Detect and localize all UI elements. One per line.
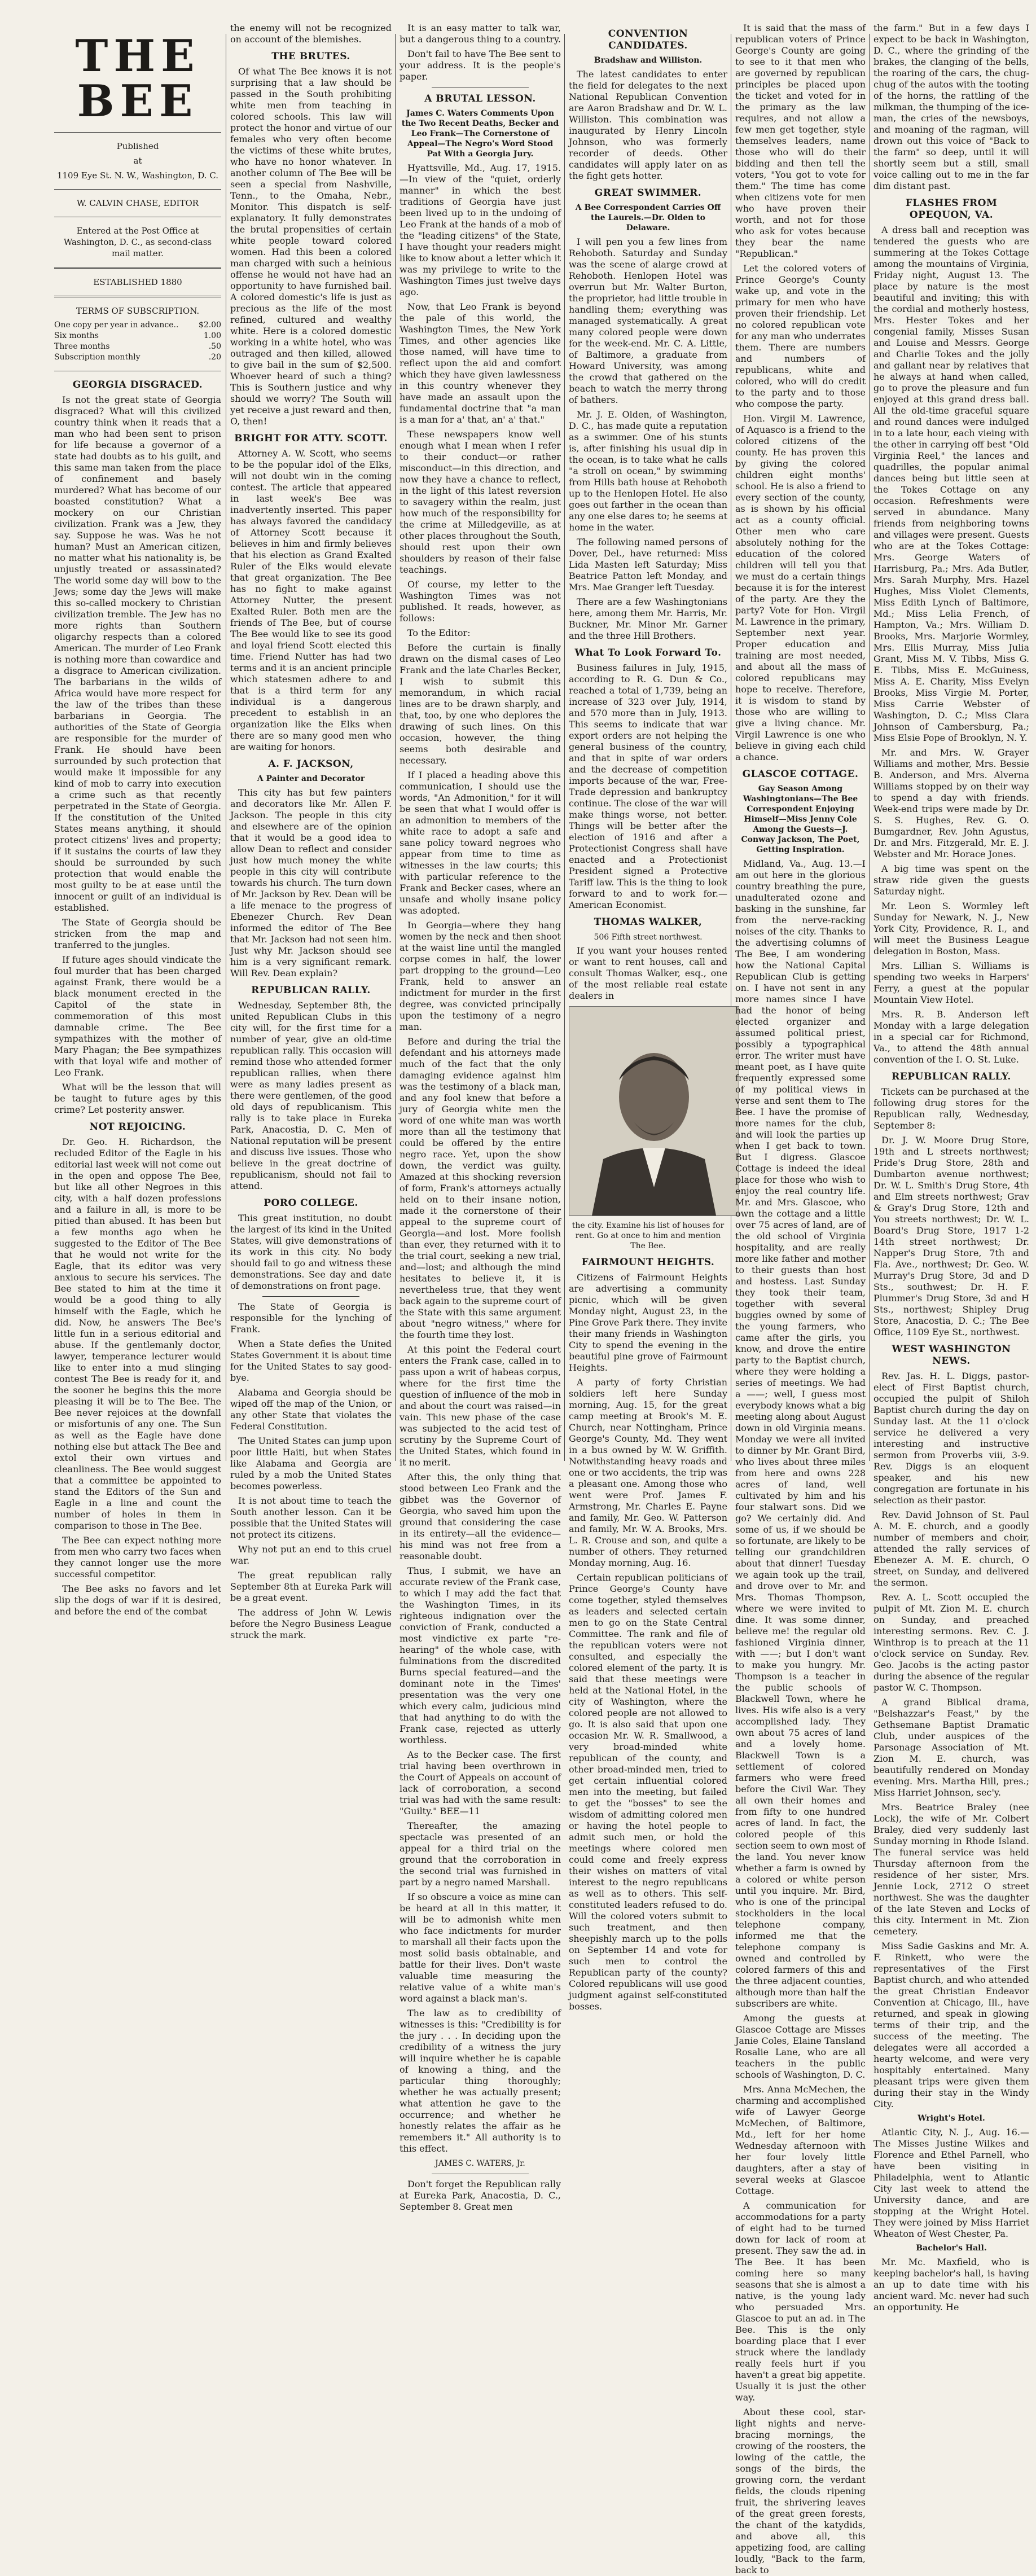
short-item: The State of Georgia is responsible for the lynching of Frank. — [230, 1301, 392, 1335]
article-subheading: Gay Season Among Washingtonians—The Bee Correspondent Enjoying Himself—Miss Jenny Cole Among the Guests—J. Conway Jackson, The Poet, Getting Inspiration. — [741, 784, 860, 854]
column-rule — [395, 34, 396, 1461]
article-paragraph: The law as to credibility of witnesses is this: "Credibility is for the jury . . . In deciding upon the credibility of a witness the jury will inquire whether he is capable of knowing a thing, and the particular thing thoroughly; whether he was actually present; what attention he gave to the occurrence; and whether he honestly relates the affair as he remembers it." All authority is to this effect. — [400, 2008, 561, 2154]
article-paragraph: Let the colored voters of Prince George's County wake up, and vote in the primary for men who have proven their friendship. Let no colored republican vote for any man who underrates them. There are numbers and numbers of republicans, white and colored, who will do credit to the party and to those who compose the party. — [735, 263, 866, 409]
article-subheading: James C. Waters Comments Upon the Two Recent Deaths, Becker and Leo Frank—The Cornerstone of Appeal—The Negro's Word Stood Pat With a Georgia Jury. — [401, 109, 559, 159]
article-heading: FAIRMOUNT HEIGHTS. — [581, 1257, 715, 1268]
masthead-title: THE BEE — [75, 30, 200, 127]
article-paragraph: A big time was spent on the straw ride given the guests Saturday night. — [873, 863, 1029, 897]
article-paragraph: Rev. A. L. Scott occupied the pulpit of Mt. Zion M. E. church on Sunday, and preached interesting sermons. Rev. C. J. Winthrop is to preach at the 11 o'clock service on Sunday. Rev. Geo. Jacobs is the acting pastor during the absence of the regular pastor W. C. Thompson. — [873, 1592, 1029, 1693]
rate-label: Three months — [54, 342, 110, 351]
column-6 — [873, 23, 1029, 2312]
article-paragraph: The Bee asks no favors and let slip the dogs of war if it is desired, and before the end of the combat — [54, 1583, 221, 1617]
rate-row — [54, 320, 221, 331]
article-heading: FLASHES FROM OPEQUON, VA. — [905, 198, 998, 221]
article-paragraph: Rev. Jas. H. L. Diggs, pastor-elect of First Baptist church, occupied the pulpit of Shiloh Baptist church during the day on Sunday last. At the 11 o'clock service he delivered a very interesting and instructive sermon from Proverbs viii, 3-9. Rev. Diggs is an eloquent speaker, and his new congregation are fortunate in his selection as their pastor. — [873, 1371, 1029, 1506]
article-heading: GREAT SWIMMER. — [594, 187, 702, 199]
subscription-rates — [54, 320, 221, 363]
short-item: It is not about time to teach the South another lesson. Can it be possible that the United States will not protect its citizens. — [230, 1495, 392, 1540]
divider — [54, 132, 221, 133]
divider — [54, 267, 221, 269]
article-paragraph: Rev. David Johnson of St. Paul A. M. E. church, and a goodly number of members and choir, attended the rally services of Ebenezer A. M. E. church, O street, on Sunday, and delivered the sermon. — [873, 1509, 1029, 1588]
article-heading: THE BRUTES. — [271, 51, 350, 62]
article-heading: GEORGIA DISGRACED. — [72, 379, 203, 390]
article-paragraph: It is said that the mass of republican voters of Prince George's County are going to see to it that men who are governed by republican principles be placed upon the ticket and voted for in the primary as the law requires, and not allow a few men get together, style themselves leaders, name those who will do their bidding and then tell the voters, "You got to vote for them." The time has come when citizens vote for men who have proven their worth, and not for those who ask for votes because they bear the name "Republican." — [735, 23, 866, 259]
office-address: 1109 Eye St. N. W., Washington, D. C. — [56, 170, 219, 181]
rate-price: 1.00 — [203, 331, 221, 340]
ad-paragraph: If you want your houses rented or want to rent houses, call and consult Thomas Walker, esq., one of the most reliable real estate dealers in — [569, 945, 727, 1001]
divider — [54, 189, 221, 190]
short-item: The United States can jump upon poor little Haiti, but when States like Alabama and Georgia are ruled by a mob the United States becomes powerless. — [230, 1436, 392, 1491]
article-paragraph: Wednesday, September 8th, the united Republican Clubs in this city will, for the first time for a number of year, give an old-time republican rally. This occasion will remind those who attended former republican rallies, when there were as many ladies present as there were gentlemen, of the good old days of republicanism. This rally is to take place in Eureka Park, Anacostia, D. C. Men of National reputation will be present and discuss live issues. Those who believe in the great doctrine of republicanism, should not fail to attend. — [230, 1000, 392, 1191]
column-rule — [869, 34, 870, 1461]
article-subheading: Bradshaw and Williston. — [594, 56, 703, 65]
portrait-photo — [569, 1006, 739, 1216]
article-paragraph: Mr. and Mrs. W. Grayer Williams and mother, Mrs. Bessie B. Anderson, and Mrs. Alverna Williams stopped by on their way to spend a day with friends. Week-end trips were made by Dr. S. S. Hughes, Rev. G. O. Bumgardner, Rev. John Agustus, Dr. and Mrs. Fitzgerald, Mr. E. J. Webster and Mr. Horace Jones. — [873, 747, 1029, 859]
entered-notice: Entered at the Post Office at Washington, D. C., as second-class mail matter. — [63, 226, 212, 258]
article-heading: NOT REJOICING. — [89, 1121, 186, 1133]
column-1 — [54, 23, 221, 1617]
article-paragraph: Attorney A. W. Scott, who seems to be the popular idol of the Elks, will not doubt win in the coming contest. The article that appeared in last week's Bee was inadvertently inserted. This paper has always favored the candidacy of Attorney Scott because it believes in him and firmly believes that his election as Grand Exalted Ruler of the Elks would elevate that great organization. The Bee has no fight to make against Attorney Nutter, the present Exalted Ruler. Both men are the friends of The Bee, but of course The Bee would like to see its good and loyal friend Scott elected this time. Friend Nutter has had two terms and it is an ancient principle which statesmen adhere to and that is a third term for any individual is a dangerous precedent to establish in an organization like the Elks when there are so many good men who are waiting for honors. — [230, 448, 392, 752]
article-paragraph: There are a few Washingtonians here, among them Mr. Harris, Mr. Buckner, Mr. Minor Mr. Garner and the three Hill Brothers. — [569, 596, 727, 641]
rate-label: Six months — [54, 331, 99, 340]
editor-name: W. CALVIN CHASE, EDITOR — [76, 198, 199, 208]
article-paragraph: Now, that Leo Frank is beyond the pale of this world, the Washington Times, the New York Times, and other agencies like those named, will have time to reflect upon the aid and comfort which they have given lawlessness in this country whenever they have made an assault upon the fundamental doctrine that "a man is a man for a' that, an' a' that." — [400, 301, 561, 425]
article-paragraph: The following named persons of Dover, Del., have returned: Miss Lida Masten left Saturday; Miss Beatrice Patton left Monday, and Mrs. Mae Granger left Tuesday. — [569, 537, 727, 593]
column-rule — [564, 34, 565, 1461]
article-paragraph: A dress ball and reception was tendered the guests who are summering at the Tokes Cottage among the mountains of Virginia, Friday night, August 13. The place by nature is the most beautiful and inviting; this with the cordial and motherly hostess, Mrs. Hester Tokes and her congenial family, Misses Susan and Louise and Messrs. George and Charlie Tokes and the jolly and gallant near by relatives that he always at hand when called, go to prove the pleasure and fun enjoyed at this grand dress ball. All the old-time graceful square and round dances were indulged in to a late hour, each vieing with the other in carrying off best "Old Virginia Reel," the lances and quadrilles, the popular animal dances being but little seen at the Tokes Cottage on any occasion. Refreshments were served in abundance. Many friends from neighboring towns and villages were present. Guests who are at the Tokes Cottage: Mrs. George Waters of Harrisburg, Pa.; Mrs. Ada Butler, Mrs. Sarah Murphy, Mrs. Hazel Hughes, Miss Violet Clements, Miss Edith Lynch of Baltimore, Md.; Miss Lelia French, of Hampton, Va.; Mrs. William D. Brooks, Mrs. Marjorie Wormley, Mrs. Ellis Murray, Miss Julia Grant, Miss M. V. Tibbs, Miss G. E. Tibbs, Miss E. McGuiness, Miss A. E. Charity, Miss Evelyn Brooks, Miss Virgie M. Porter, Miss Carrie Webster of Washington, D. C.; Miss Clara Johnson of Cambersburg, Pa.; Miss Elsie Pope of Brooklyn, N. Y. — [873, 225, 1029, 743]
article-paragraph: If future ages should vindicate the foul murder that has been charged against Frank, there would be a black monument erected in the Capitol of the state in commemoration of this most damnable crime. The Bee sympathizes with the mother of Mary Phagan; the Bee sympathizes with that loyal wife and mother of Leo Frank. — [54, 954, 221, 1078]
article-heading: REPUBLICAN RALLY. — [251, 985, 371, 996]
rate-price: .50 — [208, 342, 221, 351]
at-label: at — [133, 156, 142, 166]
article-paragraph: This city has but few painters and decorators like Mr. Allen F. Jackson. The people in this city and elsewhere are of the opinion that it would be a good idea to allow Dean to reflect and consider just how much money the white people in this city will contribute towards his church. The turn down of Mr. Jackson by Rev. Dean will be a life menace to the progress of Ebenezer Church. Rev Dean informed the editor of The Bee that Mr. Jackson had not seen him. Just why Mr. Jackson should see him is a very significant remark. Will Rev. Dean explain? — [230, 787, 392, 978]
rate-price: .20 — [208, 353, 221, 362]
article-paragraph: What will be the lesson that will be taught to future ages by this crime? Let posterity answer. — [54, 1082, 221, 1115]
article-paragraph: Mr. Mc. Maxfield, who is keeping bachelor's hall, is having an up to date time with his ancient ward. Mc. never had such an opportunity. He — [873, 2257, 1029, 2312]
column-5 — [735, 23, 866, 2575]
rate-label: One copy per year in advance.. — [54, 321, 179, 330]
article-paragraph: Mr. J. E. Olden, of Washington, D. C., has made quite a reputation as a swimmer. One of his stunts is, after finishing his usual dip in the ocean, is to take what he calls "a stroll on ocean," by swimming from Hills bath house at Rehoboth up to the Henlopen Hotel. He also goes out farther in the ocean than any one else dares to; he seems at home in the water. — [569, 409, 727, 533]
divider — [54, 296, 221, 297]
article-heading: Wright's Hotel. — [918, 2114, 985, 2123]
article-paragraph: About these cool, star-light nights and nerve-bracing mornings, the crowing of the roosters, the lowing of the cattle, the songs of the birds, the growing corn, the verdant fields, the clouds ripening fruit, the shrivering leaves of the great green forests, the chant of the katydids, and above all, this appetizing food, are calling loudly, "Back to the farm, back to — [735, 2407, 866, 2575]
article-paragraph: Atlantic City, N. J., Aug. 16.—The Misses Justine Wilkes and Florence and Ethel Parnell, who have been visiting in Philadelphia, went to Atlantic City last week to attend the University dance, and are stopping at the Wright Hotel. They were joined by Miss Harriet Wheaton of West Chester, Pa. — [873, 2127, 1029, 2239]
short-item: Don't forget the Republican rally at Eureka Park, Anacostia, D. C., September 8. Great men — [400, 2179, 561, 2212]
article-paragraph: Dr. Geo. H. Richardson, the recluded Editor of the Eagle in his editorial last week will not come out in the open and oppose The Bee, but like all other Negroes in this city, with a half dozen professions and a failure in all, is more to be pitied than abused. It has been but a few months ago when he suggested to the Editor of The Bee that he would not write for the Eagle, that its editor was very anxious to secure his services. The Bee stated to him at the time it would be a good thing to ally himself with the Eagle, which he did. Now, he answers The Bee's little fun in a serious editorial and abuse. If the gentlemanly doctor, lawyer, temperance lecturer would like to enter into a mud slinging contest The Bee is ready for it, and the sooner he begins this the more pleasing it will be to The Bee. The Bee never rejoices at the downfall or misfortunis of any one. The Sun as well as the Eagle have done nothing else but attack The Bee and extol their own virtues and cleanliness. The Bee would suggest that a committee be appointed to stand the Editors of the Sun and Eagle in a line and count the number of holes in them in comparison to those in The Bee. — [54, 1136, 221, 1531]
article-paragraph: As to the Becker case. The first trial having been overthrown in the Court of Appeals on account of lack of corroboration, a second trial was had with the same result: "Guilty." BEE—11 — [400, 1749, 561, 1816]
article-paragraph: Tickets can be purchased at the following drug stores for the Republican rally, Wednesday, September 8: — [873, 1086, 1029, 1131]
article-paragraph: Hon. Virgil M. Lawrence, of Aquasco is a friend to the colored citizens of the county. He has proven this by giving the colored children eight months' school. He is also a friend to every section of the county, as is shown by his official act as a county official. Other men who care absolutely nothing for the education of the colored children will tell you that we must do a certain things because it is for the interest of the party. Are they the party? Vote for Hon. Virgil M. Lawrence in the primary, September next year. Proper education and training are most needed, and about all the mass of colored republicans may hope to receive. Therefore, it is wisdom to stand by those who are willing to give a living chance. Mr. Virgil Lawrence is one who believe in giving each child a chance. — [735, 413, 866, 762]
short-item: Why not put an end to this cruel war. — [230, 1544, 392, 1566]
article-paragraph: A communication for accommodations for a party of eight had to be turned down for lack of room at present. They saw the ad. in The Bee. It has been coming here so many seasons that she is almost a native, is the young lady who persuaded Mrs. Glascoe to put an ad. in The Bee. This is the only boarding place that I ever struck where the landlady really feels hurt if you haven't a great big appetite. Usually it is just the other way. — [735, 2200, 866, 2403]
rate-row — [54, 352, 221, 363]
article-paragraph: The Bee can expect nothing more from men who carry two faces when they cannot longer use the more successful competitor. — [54, 1535, 221, 1579]
article-paragraph: After this, the only thing that stood between Leo Frank and the gibbet was the Governor of Georgia, who saved him upon the ground that considering the case in its entirety—all the evidence—his mind was not free from a reasonable doubt. — [400, 1472, 561, 1561]
article-subheading: A Painter and Decorator — [257, 774, 365, 783]
article-paragraph: Midland, Va., Aug. 13.—I am out here in the glorious country breathing the pure, unadulterated ozone and basking in the sunshine, far from the nerve-racking noises of the city. Thanks to the advertising columns of The Bee, I am wondering how the National Capital Republican Club is getting on. I have not sent in any more names since I have had the honor of being elected organizer and assumed political priest, possibly a typographical error. The writer must have meant poet, as I have quite frequently expressed some of my political views in verse and sent them to The Bee. I have the promise of more names for the club, and will look the parties up when I get back to town. But I digress. Glascoe Cottage is indeed the ideal place for those who wish to enjoy the real country life. Mr. and Mrs. Glascoe, who own the cottage and a little over 75 acres of land, are of the old school of Virginia hospitality, and are really more like father and mother to their guests than host and hostess. Last Sunday they took their team, together with several buggies owned by some of the young farmers, who came after the girls, you know, and drove the entire party to the Baptist church, where they were holding a series of meetings. We had a ——; well, I guess most everybody knows what a big meeting along about August down in old Virginia means. Monday we were all invited to dinner by Mr. Grant Bird, who lives about three miles from here and owns 228 acres of land, well cultivated by him and his four stalwart sons. Did we go? We certainly did. And some of us, if we should be so fortunate, are likely to be telling our grandchildren about that dinner! Tuesday we again took up the trail, and drove over to Mr. and Mrs. Thomas Thompson, where we were invited to dine. It was some dinner, believe me! the regular old fashioned Virginia dinner, with ——; but I don't want to make you hungry. Mr. Thompson is a teacher in the public schools of Blackwell Town, where he lives. His wife also is a very accomplished lady. They own about 75 acres of land and a lovely home. Blackwell Town is a settlement of colored farmers who were freed before the Civil War. They all own their homes and from fifty to one hundred acres of land. In fact, the colored people of this section seem to own most of the land. You never know whether a farm is owned by a colored or white person until you inquire. Mr. Bird, who is one of the principal stockholders in the local telephone company, informed me that the telephone company is owned and controlled by colored farmers of this and the three adjacent counties, although more than half the subscribers are white. — [735, 858, 866, 2009]
article-heading: CONVENTION CANDIDATES. — [608, 28, 688, 51]
divider — [262, 1296, 359, 1297]
article-paragraph: In Georgia—where they hang women by the neck and then shoot at the waist line until the mangled corpse comes in half, the lower part dropping to the ground—Leo Frank, held to answer an indictment for murder in the first degree, was convicted principally upon the testimony of a negro man. — [400, 920, 561, 1032]
article-paragraph: Mrs. Beatrice Braley (nee Lock), the wife of Mr. Colbert Braley, died very suddenly last Sunday morning in Rhode Island. The funeral service was held Thursday afternoon from the residence of her sister, Mrs. Jennie Lock, 2712 O street northwest. She was the daughter of the late Steven and Locks of this city. Interment in Mt. Zion cemetery. — [873, 1802, 1029, 1937]
ad-heading: THOMAS WALKER, — [594, 916, 703, 928]
article-paragraph: I will pen you a few lines from Rehoboth. Saturday and Sunday was the scene of alarge crowd at Rehoboth. Henlopen Hotel was overrun but Mr. Walter Burton, the proprietor, had little trouble in handling them; everything was managed systematically. A great many colored people were down for the week-end. Mr. C. A. Little, of Baltimore, a graduate from Howard University, was among the crowd that gathered on the beach to watch the merry throng of bathers. — [569, 236, 727, 405]
article-heading: A. F. JACKSON, — [268, 758, 354, 770]
article-heading: REPUBLICAN RALLY. — [892, 1071, 1011, 1082]
rate-row — [54, 341, 221, 352]
short-item: The address of John W. Lewis before the Negro Business League struck the mark. — [230, 1607, 392, 1640]
subscription-terms-title: TERMS OF SUBSCRIPTION. — [76, 306, 200, 316]
article-paragraph: Certain republican politicians of Prince George's County have come together, styled themselves as leaders and selected certain men to go on the State Central Committee. The rank and file of the republican voters were not consulted, and especially the colored element of the party. It is said that these meetings were held at the National Hotel, in the city of Washington, where the colored people are not allowed to go. It is also said that upon one occasion Mr. W. R. Smallwood, a very broad-minded white republican of the county, and other broad-minded men, tried to get certain influential colored men into the meeting, but failed to get the "bosses" to see the wisdom of admitting colored men or having the hotel people to admit such men, or hold the meetings where colored men could come and freely express their wishes on matters of vital interest to the negro republicans as well as to others. This self-constituted leaders refused to do. Will the colored voters submit to such treatment, and then sheepishly march up to the polls on September 14 and vote for such men to control the Republican party of the county? Colored republicans will use good judgment against self-constituted bosses. — [569, 1572, 727, 2012]
article-paragraph: Thus, I submit, we have an accurate review of the Frank case, to which I may add the fact that the Washington Times, in its righteous indignation over the conviction of Frank, conducted a most vindictive ex parte "re-hearing" of the whole case, with fulminations from the discredited Burns special featured—and the dominant note in the Times' presentation was the very one which every calm, judicious mind that had anything to do with the Frank case, rejected as utterly worthless. — [400, 1565, 561, 1745]
article-paragraph: If I placed a heading above this communication, I should use the words, "An Admonition," for it will be seen that what I would offer is an admonition to members of the white race to adopt a safe and sane policy toward negroes who appear from time to time as witnesses in the law courts; this with particular reference to the Frank and Becker cases, where an unsafe and wholly insane policy was adopted. — [400, 770, 561, 916]
short-item: The great republican rally September 8th at Eureka Park will be a great event. — [230, 1570, 392, 1603]
article-paragraph: Miss Sadie Gaskins and Mr. A. F. Rinkett, who were the representatives of the First Baptist church, and who attended the great Christian Endeavor Convention at Chicago, Ill., have returned, and speak in glowing terms of their trip, and the success of the meeting. The delegates were all accorded a hearty welcome, and were very hospitably entertained. Many pleasant trips were given them during their stay in the Windy City. — [873, 1941, 1029, 2109]
short-item: Alabama and Georgia should be wiped off the map of the Union, or any other State that violates the Federal Constitution. — [230, 1387, 392, 1432]
article-paragraph: Mrs. Lillian S. Williams is spending two weeks in Harpers' Ferry, a guest at the popular Mountain View Hotel. — [873, 960, 1029, 1005]
article-paragraph: A grand Biblical drama, "Belshazzar's Feast," by the Gethsemane Baptist Dramatic Club, under auspices of the Parsonage Association of Mt. Zion M. E. church, was beautifully rendered on Monday evening. Mrs. Martha Hill, pres.; Miss Harriet Johnson, sec'y. — [873, 1697, 1029, 1798]
article-paragraph: Business failures in July, 1915, according to R. G. Dun & Co., reached a total of 1,739, being an increase of 323 over July, 1914, and 570 more than in July, 1913. This seems to indicate that war export orders are not helping the general business of the country, and that in spite of war orders and the decrease of competition imports because of the war, Free-Trade depression and bankruptcy continue. The close of the war will make things worse, not better. Things will be better after the election of 1916 and after a Protectionist Congress shall have enacted and a Protectionist President signed a Protective Tariff law. This is the thing to look forward to and to work for.—American Economist. — [569, 662, 727, 910]
article-heading: A BRUTAL LESSON. — [424, 93, 536, 104]
column-3 — [400, 23, 561, 2212]
article-paragraph: the farm." But in a few days I expect to be back in Washington, D. C., where the grinding of the brakes, the clanging of the bells, the roaring of the cars, the chug-chug of the autos with the tooting of the horns, the rattling of the milkman, the thumping of the ice-man, the cries of the newsboys, and moaning of the ragman, will drown out this voice of "Back to the farm" so deep, until it will shortly seem but a still, small voice calling out to me in the far dim distant past. — [873, 23, 1029, 191]
article-heading: WEST WASHINGTON NEWS. — [892, 1344, 1011, 1367]
article-paragraph: The latest candidates to enter the field for delegates to the next National Republican Convention are Aaron Bradshaw and Dr. W. L. Williston. This combination was inaugurated by Henry Lincoln Johnson, who was formerly recorder of deeds. Other candidates will apply later on as the fight gets hotter. — [569, 69, 727, 181]
rate-price: $2.00 — [198, 321, 221, 330]
rate-row — [54, 331, 221, 341]
column-4 — [569, 23, 727, 2012]
column-2 — [230, 23, 392, 1640]
article-subheading: A Bee Correspondent Carries Off the Laurels.—Dr. Olden to Delaware. — [575, 203, 721, 232]
article-heading: Bachelor's Hall. — [916, 2244, 987, 2253]
article-paragraph: Citizens of Fairmount Heights are advertising a community picnic, which will be given Monday night, August 23, in the Pine Grove Park there. They invite their many friends in Washington City to spend the evening in the beautiful pine grove of Fairmount Heights. — [569, 1272, 727, 1373]
article-paragraph: Dr. J. W. Moore Drug Store, 19th and L streets northwest; Pride's Drug Store, 28th and Dumbarton avenue northwest; Dr. W. L. Smith's Drug Store, 4th and Elm streets northwest; Grav & Gray's Drug Store, 12th and You streets northwest; Dr. W. L. Board's Drug Store, 1917 1-2 14th street northwest; Dr. Napper's Drug Store, 7th and Fla. Ave., northwest; Dr. Geo. W. Murray's Drug Store, 3d and D Sts., southwest; Dr. H. F. Plummer's Drug Store, 3d and H Sts., northwest; Shipley Drug Store, Anacostia, D. C.; The Bee Office, 1109 Eye St., northwest. — [873, 1135, 1029, 1337]
article-paragraph: Hyattsville, Md., Aug. 17, 1915.—In view of the "quiet, orderly manner" in which the best traditions of Georgia have just been lived up to in the undoing of Leo Frank at the hands of a mob of the "leading citizens" of the State, I have thought your readers might like to know about a letter which it was my privilege to write to the Washington Times just twelve days ago. — [400, 163, 561, 297]
article-heading: PORO COLLEGE. — [264, 1197, 358, 1209]
rate-label: Subscription monthly — [54, 353, 141, 362]
article-heading: What To Look Forward To. — [574, 647, 722, 659]
article-paragraph: At this point the Federal court enters the Frank case, called in to pass upon a writ of habeas corpus, where for the first time the question of influence of the mob in and about the court was raised—in vain. This new phase of the case was subjected to the acid test of scrutiny by the Supreme Court of the United States, which found in it no merit. — [400, 1344, 561, 1468]
article-paragraph: Mrs. R. B. Anderson left Monday with a large delegation in a special car for Richmond, Va., to attend the 48th annual convention of the I. O. St. Luke. — [873, 1009, 1029, 1065]
article-paragraph: Don't fail to have The Bee sent to your address. It is the people's paper. — [400, 49, 561, 82]
article-signoff: JAMES C. WATERS, Jr. — [435, 2159, 525, 2168]
article-paragraph: Mr. Leon S. Wormley left Sunday for Newark, N. J., New York City, Providence, R. I., and will meet the Business League delegation in Boston, Mass. — [873, 901, 1029, 956]
short-item: When a State defies the United States Government it is about time for the United States to say good-bye. — [230, 1339, 392, 1383]
article-paragraph: If so obscure a voice as mine can be heard at all in this matter, it will be to admonish white men who face indictments for murder to marshall all their facts upon the most solid basis obtainable, and battle for their lives. Don't waste valuable time measuring the relative value of a white man's word against a black man's. — [400, 1892, 561, 2004]
article-paragraph: Before and during the trial the defendant and his attorneys made much of the fact that the only damaging evidence against him was the testimony of a black man, and any fool knew that before a jury of Georgia white men the word of one white man was worth more than all the testimony that could be offered by the entire negro race. Yet, upon the show down, the verdict was guilty. Amazed at this shocking reversion of form, Frank's attorneys actually held on to their insane notion, made it the cornerstone of their appeal to the supreme court of Georgia—and lost. More foolish than ever, they returned with it to the trial court, seeking a new trial, and—lost; and although the mind hesitates to believe it, it is nevertheless true, that they went back again to the supreme court of the State with this same argument about "negro witness," where for the fourth time they lost. — [400, 1036, 561, 1340]
portrait-figure-icon — [569, 1007, 739, 1215]
published-label: Published — [116, 141, 159, 151]
article-paragraph: To the Editor: — [407, 627, 471, 638]
article-paragraph: Before the curtain is finally drawn on the dismal cases of Leo Frank and the late Charles Becker, I wish to submit this memorandum, in which racial lines are to be drawn sharply, and that, too, by one who deplores the drawing of such lines. On this occasion, however, the thing seems both desirable and necessary. — [400, 642, 561, 766]
article-heading: BRIGHT FOR ATTY. SCOTT. — [234, 433, 388, 444]
article-paragraph: It is an easy matter to talk war, but a dangerous thing to a country. — [400, 23, 561, 45]
article-paragraph: Is not the great state of Georgia disgraced? What will this civilized country think when it reads that a man who had been sent to prison for life because a governor of a state had doubts as to his guilt, and this same man taken from the place of confinement and basely murdered? What has become of our boasted constitution? What a mockery on our Christian civilization. Frank was a Jew, they say. Suppose he was. Was he not human? Must an American citizen, no matter what his nationality is, be unjustly treated or assassinated? The world some day will bow to the Jews; some day the Jews will make this so-called mockery to Christian civilization tremble. The Jew has no more rights than Southern oligarchy respects than a colored American. The murder of Leo Frank is nothing more than cowardice and a disgrace to American civilization. The barbarians in the wilds of Africa would have more respect for the law of the tribes than these barbarians in Georgia. The authorities of the State of Georgia are responsible for the murder of Frank. He should have been surrounded by such protection that would make it impossible for any kind of mob to carry into execution a crime such as that recently perpetrated in the State of Georgia. If the constitution of the United States means anything, it should protect citizens' lives and property; if it sustains the courts of law they should be surrounded by such protection that would enable the most guilty to be at ease until the innocent or guilt of an individual is established. — [54, 394, 221, 913]
article-paragraph: Mrs. Anna McMechen, the charming and accomplished wife of Lawyer George McMechen, of Baltimore, Md., left for her home Wednesday afternoon with her four lovely little daughters, after a stay of several weeks at Glascoe Cottage. — [735, 2084, 866, 2196]
article-paragraph: Of course, my letter to the Washington Times was not published. It reads, however, as follows: — [400, 579, 561, 624]
article-paragraph: This great institution, no doubt the largest of its kind in the United States, will give demonstrations of its work in this city. No body should fail to go and witness these demonstrations. See day and date of demonstrations on front page. — [230, 1213, 392, 1291]
article-paragraph: the enemy will not be recognized on account of the blemishes. — [230, 23, 392, 45]
article-paragraph: Of what The Bee knows it is not surprising that a law should be passed in the South prohibiting white men from teaching in colored schools. This law will protect the honor and virtue of our females who very often become the victims of these white brutes, who have no honor whatever. In another column of The Bee will be seen a special from Nashville, Tenn., to the Omaha, Nebr., Monitor. This dispatch is self-explanatory. It fully demonstrates the brutal propensities of certain white people toward colored women. Had this been a colored man charged with such a heinious offense he would not have had an opportunity to have furnished bail. A colored domestic's life is just as precious as the life of the most refined, cultured and wealthy white. Here is a colored domestic working in a white hotel, who was outraged and then killed, allowed to give bail in the sum of $2,500. Whoever heard of such a thing? This is Southern justice and why should we worry? The South will yet receive a just reward and then, O, then! — [230, 66, 392, 427]
article-paragraph: The State of Georgia should be stricken from the map and tranferred to the jungles. — [54, 917, 221, 950]
established-label: ESTABLISHED 1880 — [93, 277, 182, 287]
photo-caption: the city. Examine his list of houses for rent. Go at once to him and mention The Bee. — [572, 1221, 725, 1250]
article-paragraph: Thereafter, the amazing spectacle was presented of an appeal for a third trial on the ground that the corroboration in the second trial was furnished in part by a negro named Marshall. — [400, 1820, 561, 1888]
ad-address: 506 Fifth street northwest. — [594, 933, 703, 942]
article-paragraph: These newspapers know well enough what I mean when I refer to their conduct—or rather misconduct—in this direction, and now they have a chance to reflect, in the light of this latest reversion to savagery within the realm, just how much of the responsibility for the crime at Milledgeville, as at other places throughout the South, should rest upon their own shoulders by reason of their false teachings. — [400, 429, 561, 575]
article-paragraph: Among the guests at Glascoe Cottage are Misses Janie Coles, Elaine Tansland Rosalie Lane, who are all teachers in the public schools of Washington, D. C. — [735, 2013, 866, 2080]
article-heading: GLASCOE COTTAGE. — [742, 769, 859, 780]
article-paragraph: A party of forty Christian soldiers left here Sunday morning, Aug. 15, for the great camp meeting at Brook's M. E. Church, near Nottingham, Prince George's County, Md. They went in a bus owned by W. W. Griffith. Notwithstanding heavy roads and one or two accidents, the trip was a pleasant one. Among those who went were Prof. James F. Armstrong, Mr. Charles E. Payne and family, Mr. Geo. W. Patterson and family, Mr. W. A. Brooks, Mrs. L. R. Crouse and son, and quite a number of others. They returned Monday morning, Aug. 16. — [569, 1377, 727, 1568]
